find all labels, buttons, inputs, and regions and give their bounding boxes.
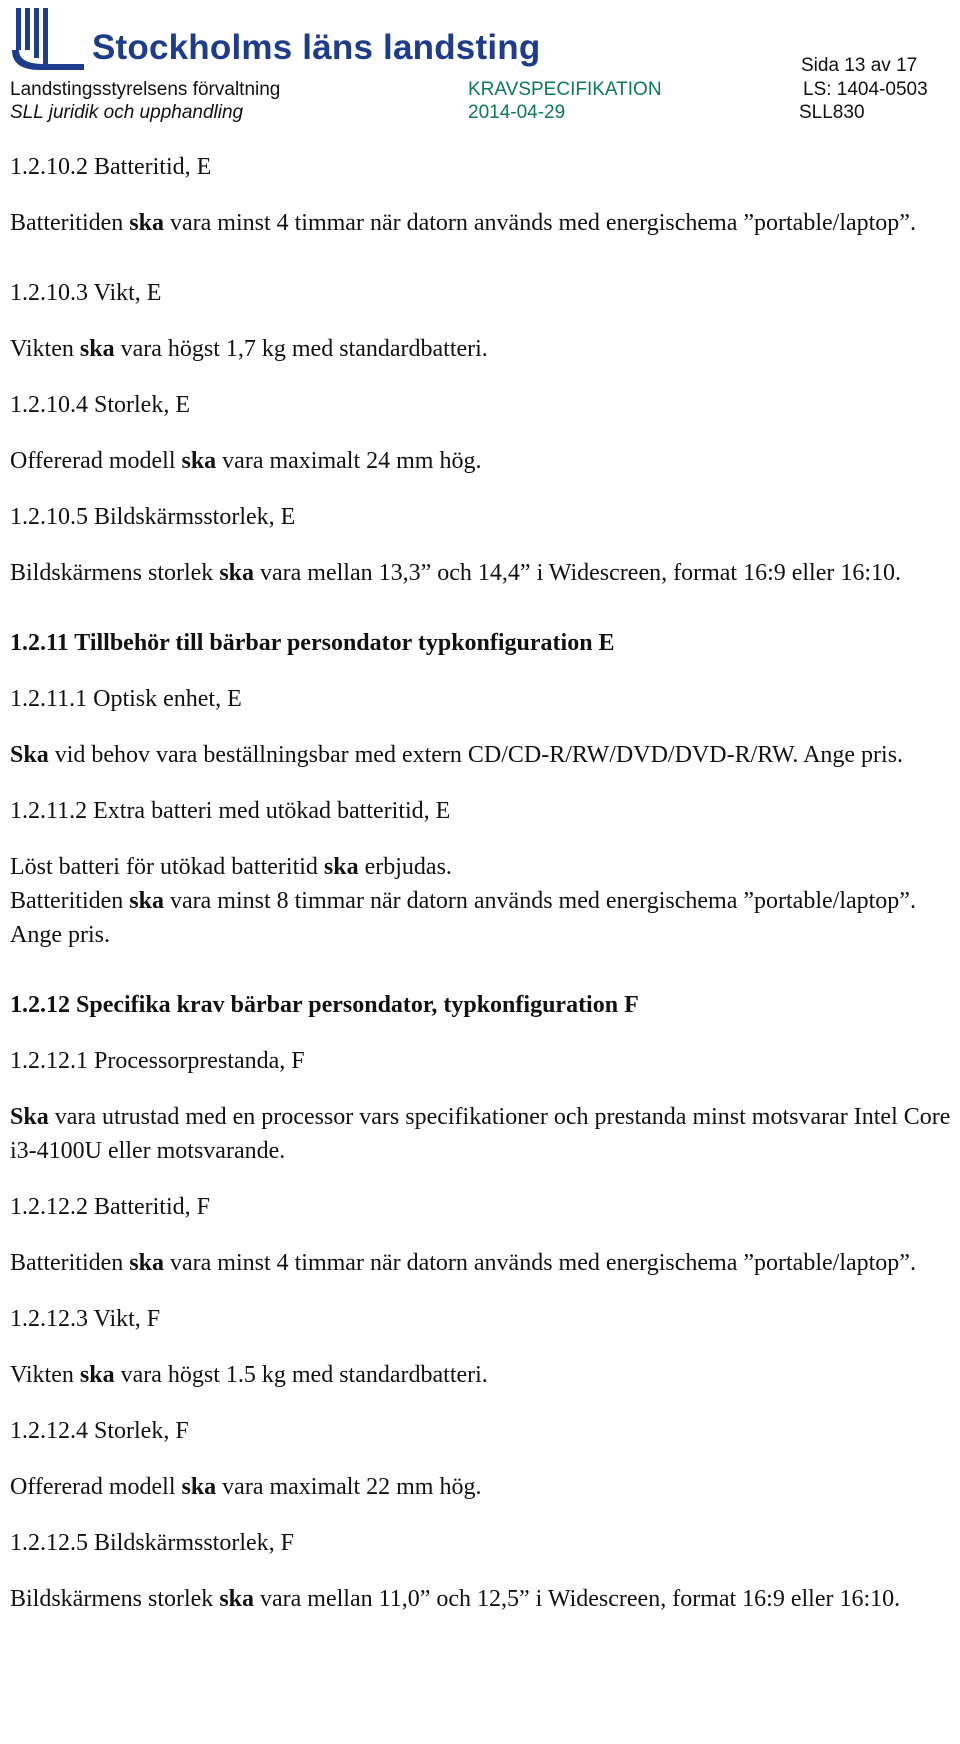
- section-heading: 1.2.12.3 Vikt, F: [10, 1306, 161, 1332]
- section-heading: 1.2.10.2 Batteritid, E: [10, 154, 212, 180]
- section-text: Batteritiden ska vara minst 8 timmar när datorn används med energischema ”portable/laptop”. Ange pris.: [10, 888, 916, 948]
- section-heading: 1.2.11.2 Extra batteri med utökad batteritid, E: [10, 798, 451, 824]
- section-text: Offererad modell ska vara maximalt 24 mm hög.: [10, 448, 482, 474]
- page-number: Sida 13 av 17: [801, 55, 918, 76]
- section-text: Bildskärmens storlek ska vara mellan 13,3” och 14,4” i Widescreen, format 16:9 eller 16:10.: [10, 560, 902, 586]
- org-department: SLL juridik och upphandling: [10, 102, 244, 123]
- org-name: Landstingsstyrelsens förvaltning: [10, 79, 281, 100]
- section-heading-main: 1.2.11 Tillbehör till bärbar persondator typkonfiguration E: [10, 630, 615, 656]
- section-text: Offererad modell ska vara maximalt 22 mm hög.: [10, 1474, 482, 1500]
- section-heading: 1.2.10.4 Storlek, E: [10, 392, 190, 418]
- section-text: Bildskärmens storlek ska vara mellan 11,0” och 12,5” i Widescreen, format 16:9 eller 16:10.: [10, 1586, 901, 1612]
- section-text: Vikten ska vara högst 1.5 kg med standardbatteri.: [10, 1362, 488, 1388]
- logo: [10, 4, 540, 74]
- section-text: Batteritiden ska vara minst 4 timmar när datorn används med energischema ”portable/laptop”.: [10, 210, 916, 236]
- section-heading: 1.2.10.5 Bildskärmsstorlek, E: [10, 504, 296, 530]
- sll-logo-icon: [10, 6, 88, 72]
- logo-text: Stockholms läns landsting: [92, 28, 541, 67]
- section-heading: 1.2.12.1 Processorprestanda, F: [10, 1048, 305, 1074]
- ref-ls: LS: 1404-0503: [803, 79, 928, 100]
- section-heading-main: 1.2.12 Specifika krav bärbar persondator, typkonfiguration F: [10, 992, 639, 1018]
- ref-sll: SLL830: [799, 102, 865, 123]
- section-heading: 1.2.12.5 Bildskärmsstorlek, F: [10, 1530, 295, 1556]
- section-text: Batteritiden ska vara minst 4 timmar när datorn används med energischema ”portable/laptop”.: [10, 1250, 916, 1276]
- section-text: Ska vid behov vara beställningsbar med extern CD/CD-R/RW/DVD/DVD-R/RW. Ange pris.: [10, 742, 904, 768]
- section-heading: 1.2.12.4 Storlek, F: [10, 1418, 189, 1444]
- doc-type: KRAVSPECIFIKATION: [468, 79, 662, 100]
- document-body: [10, 150, 952, 1616]
- section-text: Vikten ska vara högst 1,7 kg med standardbatteri.: [10, 336, 488, 362]
- section-text: Löst batteri för utökad batteritid ska erbjudas.: [10, 854, 452, 880]
- section-text: Ska vara utrustad med en processor vars specifikationer och prestanda minst motsvarar Intel Core i3-4100U eller motsvarande.: [10, 1104, 951, 1164]
- section-heading: 1.2.10.3 Vikt, E: [10, 280, 162, 306]
- doc-date: 2014-04-29: [468, 102, 566, 123]
- section-heading: 1.2.12.2 Batteritid, F: [10, 1194, 210, 1220]
- section-heading: 1.2.11.1 Optisk enhet, E: [10, 686, 242, 712]
